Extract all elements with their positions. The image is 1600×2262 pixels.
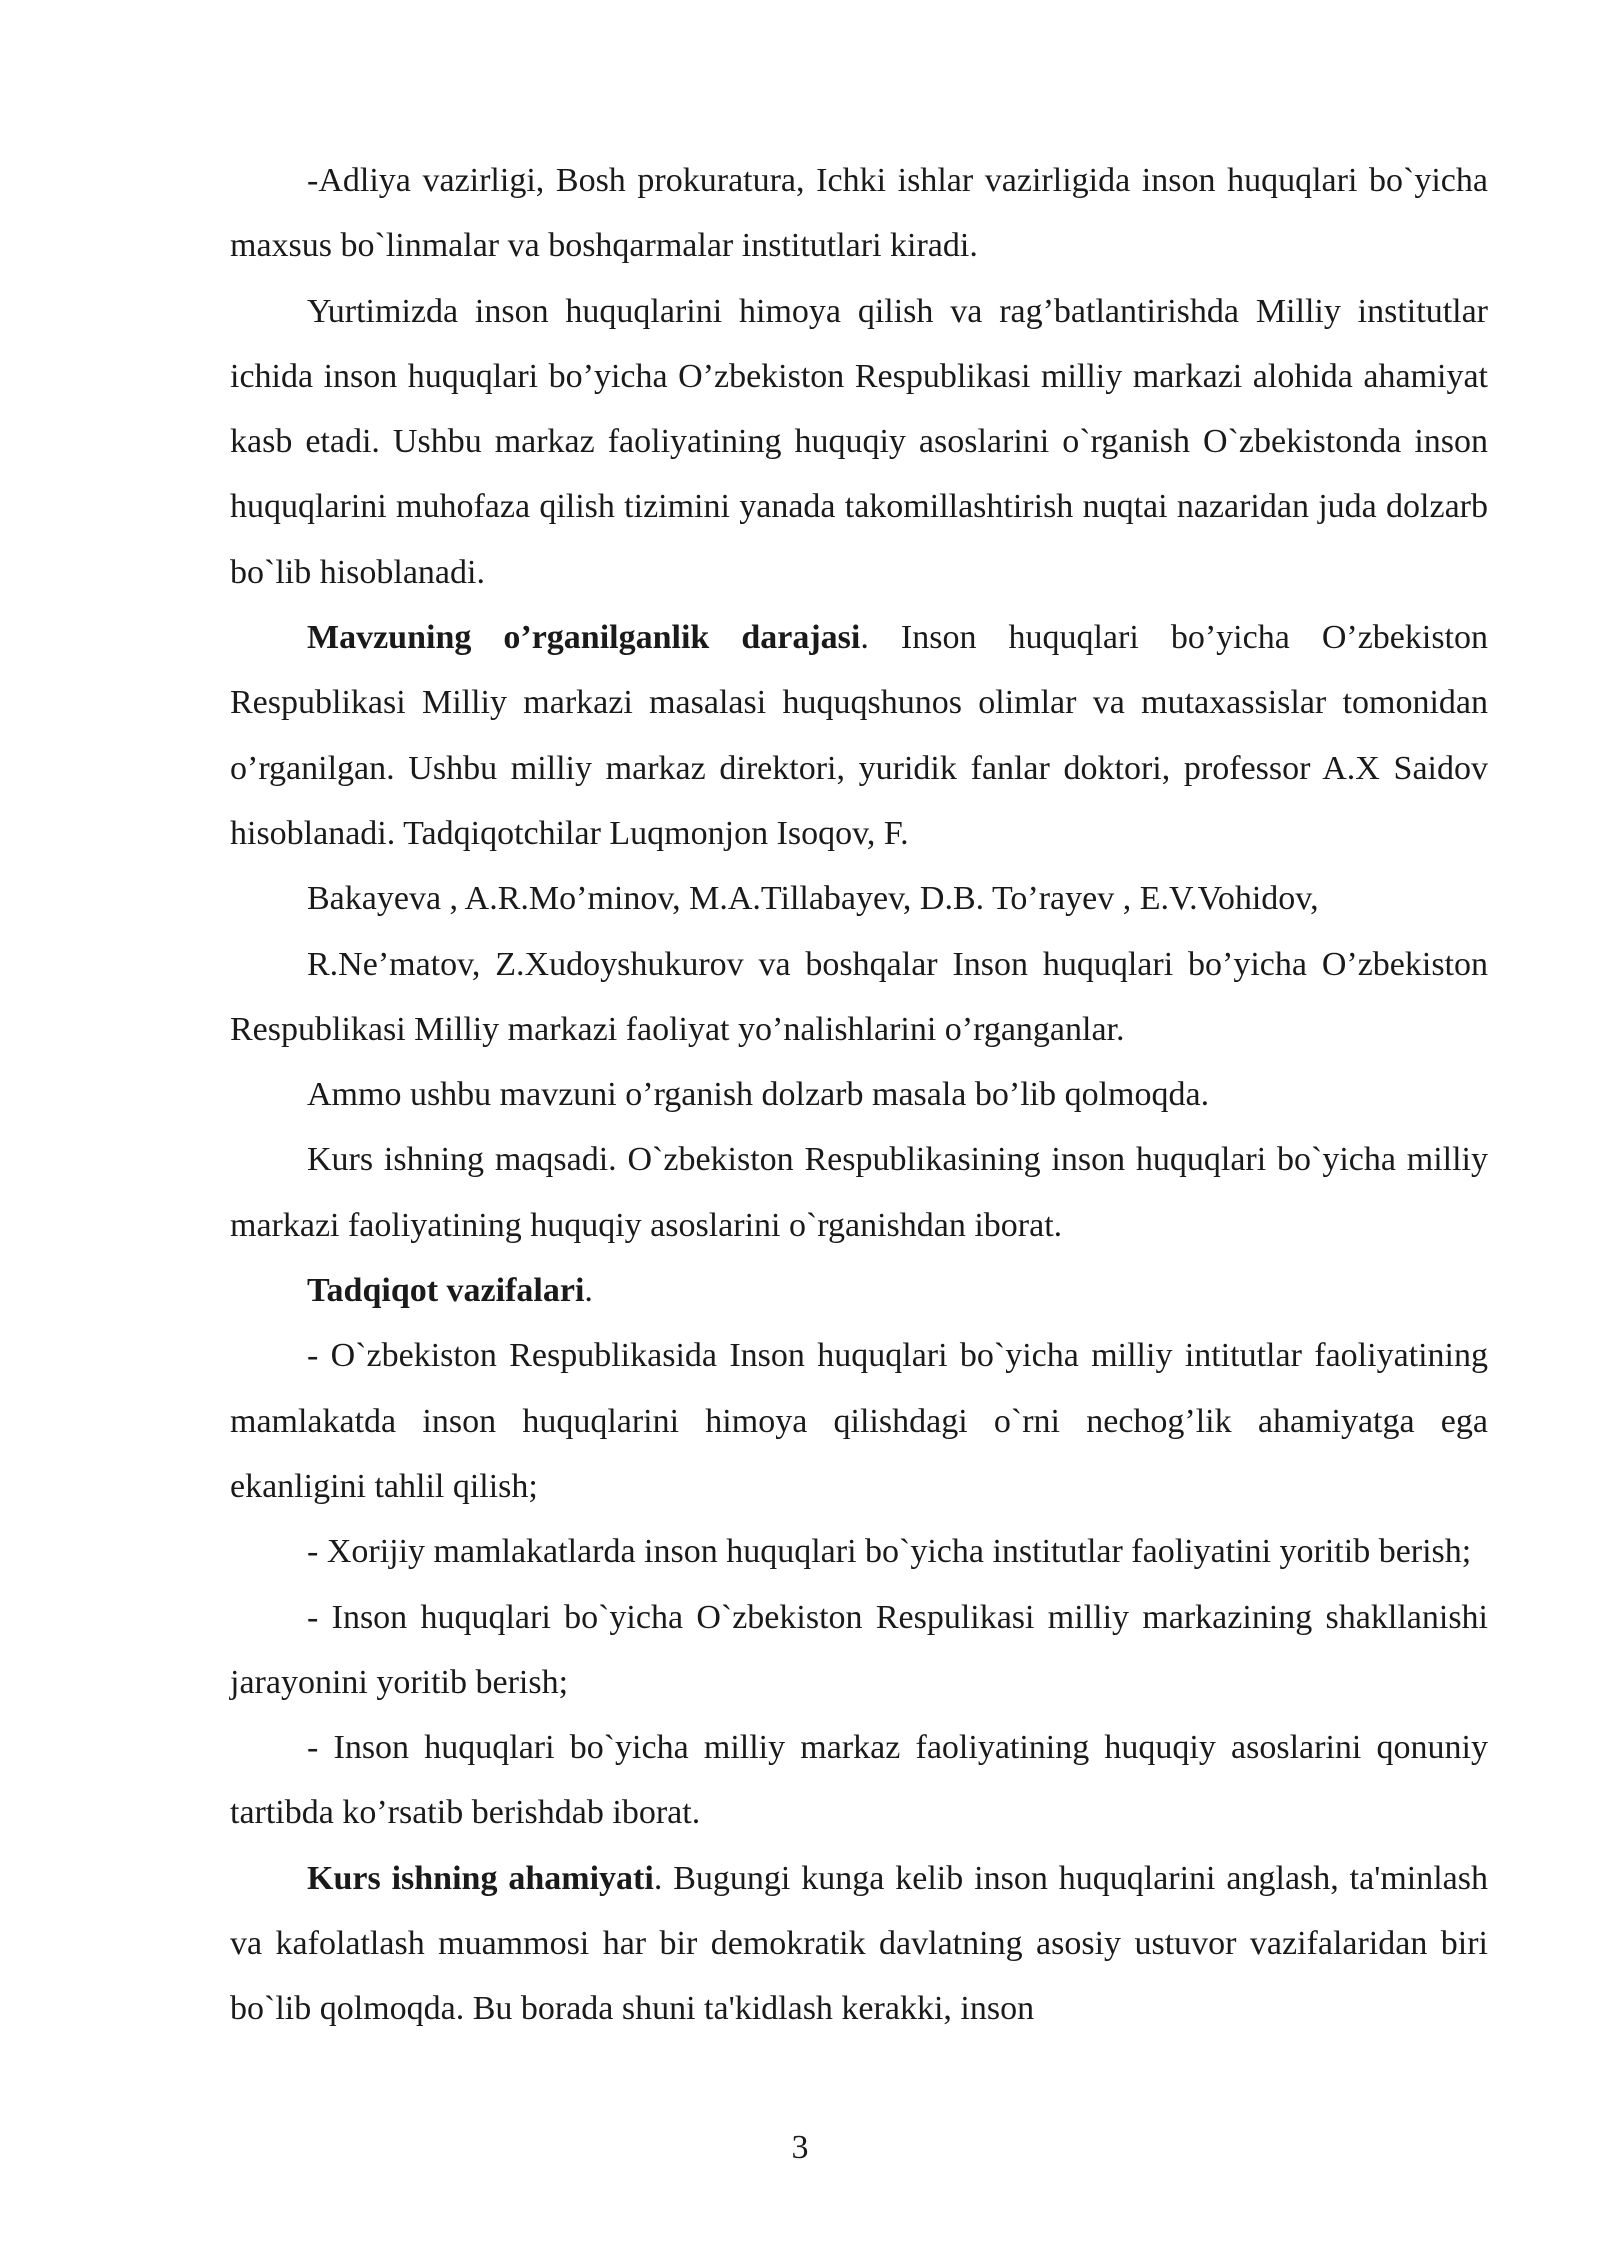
paragraph-course-goal: Kurs ishning maqsadi. O`zbekiston Respublikasining inson huquqlari bo`yicha milliy markazi faoliyatining huquqiy asoslarini o`rganishdan iborat.: [230, 1141, 1488, 1244]
paragraph-course-significance: [230, 1846, 1488, 2042]
list-item-task-3: - Inson huquqlari bo`yicha O`zbekiston Respulikasi milliy markazining shakllanishi jarayonini yoritib berish;: [230, 1598, 1488, 1701]
list-item-task-2: - Xorijiy mamlakatlarda inson huquqlari bo`yicha institutlar faoliyatini yoritib berish;: [307, 1533, 1472, 1571]
paragraph-study-degree: [230, 605, 1488, 866]
paragraph-ministries: -Adliya vazirligi, Bosh prokuratura, Ichki ishlar vazirligida inson huquqlari bo`yicha maxsus bo`linmalar va boshqarmalar institutlari kiradi.: [230, 162, 1488, 265]
heading-course-significance: Kurs ishning ahamiyati: [307, 1859, 654, 1897]
paragraph-relevance: Ammo ushbu mavzuni o’rganish dolzarb masala bo’lib qolmoqda.: [307, 1076, 1210, 1114]
paragraph-researchers-continued: R.Ne’matov, Z.Xudoyshukurov va boshqalar Inson huquqlari bo’yicha O’zbekiston Respublikasi Milliy markazi faoliyat yo’nalishlarini o’rganganlar.: [230, 945, 1488, 1048]
study-degree-text: . Inson huquqlari bo’yicha O’zbekiston Respublikasi Milliy markazi masalasi huquqshunos olimlar va mutaxassislar tomonidan o’rganilgan. Ushbu milliy markaz direktori, yuridik fanlar doktori, professor A.X Saidov hisoblanadi. Tadqiqotchilar Luqmonjon Isoqov, F.: [230, 619, 1488, 852]
paragraph-researchers-line: Bakayeva , A.R.Mo’minov, M.A.Tillabayev, D.B. To’rayev , E.V.Vohidov,: [307, 880, 1319, 918]
research-tasks-punct: .: [584, 1272, 593, 1310]
course-significance-text: . Bugungi kunga kelib inson huquqlarini anglash, ta'minlash va kafolatlash muammosi har bir demokratik davlatning asosiy ustuvor vazifalaridan biri bo`lib qolmoqda. Bu borada shuni ta'kidlash kerakki, inson: [230, 1859, 1489, 2028]
heading-study-degree: Mavzuning o’rganilganlik darajasi: [307, 619, 861, 657]
list-item-task-4: - Inson huquqlari bo`yicha milliy markaz faoliyatining huquqiy asoslarini qonuniy tartibda ko’rsatib berishdab iborat.: [230, 1729, 1488, 1832]
heading-research-tasks: Tadqiqot vazifalari: [307, 1272, 585, 1310]
list-item-task-1: - O`zbekiston Respublikasida Inson huquqlari bo`yicha milliy intitutlar faoliyatining mamlakatda inson huquqlarini himoya qilishdagi o`rni nechog’lik ahamiyatga ega ekanligini tahlil qilish;: [230, 1337, 1488, 1505]
paragraph-national-centre-importance: Yurtimizda inson huquqlarini himoya qilish va rag’batlantirishda Milliy institutlar ichida inson huquqlari bo’yicha O’zbekiston Respublikasi milliy markazi alohida ahamiyat kasb etadi. Ushbu markaz faoliyatining huquqiy asoslarini o`rganish O`zbekistonda inson huquqlarini muhofaza qilish tizimini yanada takomillashtirish nuqtai nazaridan juda dolzarb bo`lib hisoblanadi.: [230, 292, 1488, 591]
page-content: [230, 148, 1488, 2042]
paragraph-research-tasks: [230, 1258, 1488, 1323]
page-number: 3: [791, 2129, 809, 2166]
